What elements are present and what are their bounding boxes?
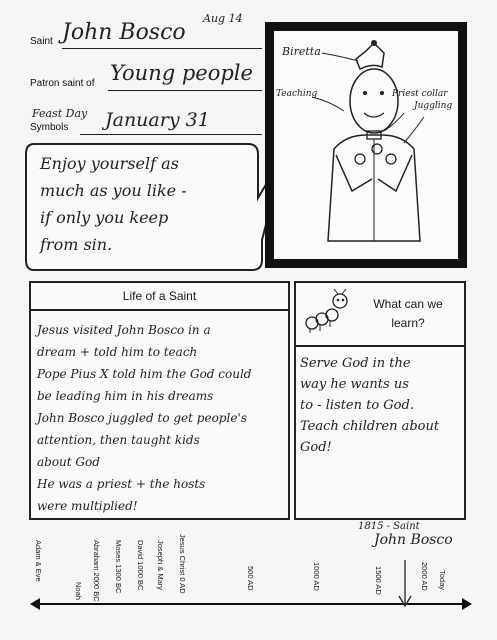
saint-underline bbox=[62, 48, 262, 49]
quote-line: from sin. bbox=[40, 235, 113, 254]
timeline-label: Moses 1300 BC bbox=[114, 540, 123, 594]
quote-line: Enjoy yourself as bbox=[40, 154, 179, 173]
timeline-label: Adam & Eve bbox=[34, 540, 43, 582]
symbols-label: Symbols bbox=[30, 122, 69, 133]
quote-text bbox=[40, 150, 250, 258]
feast-label: Feast Day bbox=[32, 107, 88, 120]
life-line: were multiplied! bbox=[37, 499, 138, 513]
label-biretta: Biretta bbox=[282, 45, 321, 58]
life-line: Jesus visited John Bosco in a bbox=[37, 323, 211, 337]
feast-underline bbox=[80, 134, 262, 135]
life-line: He was a priest + the hosts bbox=[37, 477, 206, 491]
patron-value: Young people bbox=[110, 61, 253, 85]
quote-line: much as you like - bbox=[40, 181, 187, 200]
learn-text bbox=[296, 347, 464, 458]
life-line: John Bosco juggled to get people's bbox=[37, 411, 247, 425]
quote-line: if only you keep bbox=[40, 208, 169, 227]
life-line: about God bbox=[37, 455, 100, 469]
label-teaching: Teaching bbox=[276, 89, 318, 99]
bosco-arrow-icon bbox=[395, 560, 415, 610]
learn-line: way he wants us bbox=[300, 377, 409, 392]
learn-line: to - listen to God. bbox=[300, 398, 414, 413]
timeline-note-line: John Bosco bbox=[374, 532, 453, 548]
life-line: dream + told him to teach bbox=[37, 345, 198, 359]
timeline-note-line: 1815 - Saint bbox=[358, 521, 420, 532]
timeline-label: Today bbox=[438, 570, 447, 591]
timeline-label: Abraham 2000 BC bbox=[92, 540, 101, 602]
patron-underline bbox=[108, 90, 262, 91]
learn-title-line: learn? bbox=[391, 316, 425, 330]
learn-line: Serve God in the bbox=[300, 356, 411, 371]
life-line: Pope Pius X told him the God could bbox=[37, 367, 252, 381]
timeline-label: 1000 AD bbox=[312, 562, 321, 591]
learn-line: Teach children about bbox=[300, 419, 440, 434]
timeline-label: Joseph & Mary bbox=[156, 540, 165, 591]
life-text bbox=[31, 311, 288, 517]
timeline-note bbox=[358, 521, 453, 548]
label-priest-collar: Priest collar bbox=[392, 89, 448, 99]
timeline-label: 500 AD bbox=[246, 566, 255, 591]
saint-label: Saint bbox=[30, 36, 53, 47]
learn-title bbox=[358, 295, 458, 333]
learn-box bbox=[294, 281, 466, 520]
timeline-label: Noah bbox=[74, 582, 83, 600]
saint-scribble: Aug 14 bbox=[203, 12, 243, 25]
patron-label: Patron saint of bbox=[30, 78, 95, 89]
saint-drawing bbox=[274, 31, 458, 259]
timeline-label: 1500 AD bbox=[374, 566, 383, 595]
timeline-label: Jesus Christ 0 AD bbox=[178, 534, 187, 594]
life-line: be leading him in his dreams bbox=[37, 389, 214, 403]
life-of-saint-box bbox=[29, 281, 290, 520]
label-juggling: Juggling bbox=[414, 101, 453, 111]
timeline-label: 2000 AD bbox=[420, 562, 429, 591]
learn-line: God! bbox=[300, 440, 332, 455]
feast-value: January 31 bbox=[105, 109, 210, 131]
learn-header bbox=[296, 283, 464, 347]
life-title: Life of a Saint bbox=[31, 283, 288, 311]
picture-canvas bbox=[274, 31, 458, 259]
saint-name: John Bosco bbox=[62, 20, 186, 45]
timeline-label: David 1000 BC bbox=[136, 540, 145, 591]
caterpillar-icon bbox=[302, 289, 354, 335]
life-line: attention, then taught kids bbox=[37, 433, 200, 447]
picture-frame bbox=[265, 22, 467, 268]
learn-title-line: What can we bbox=[373, 297, 443, 311]
